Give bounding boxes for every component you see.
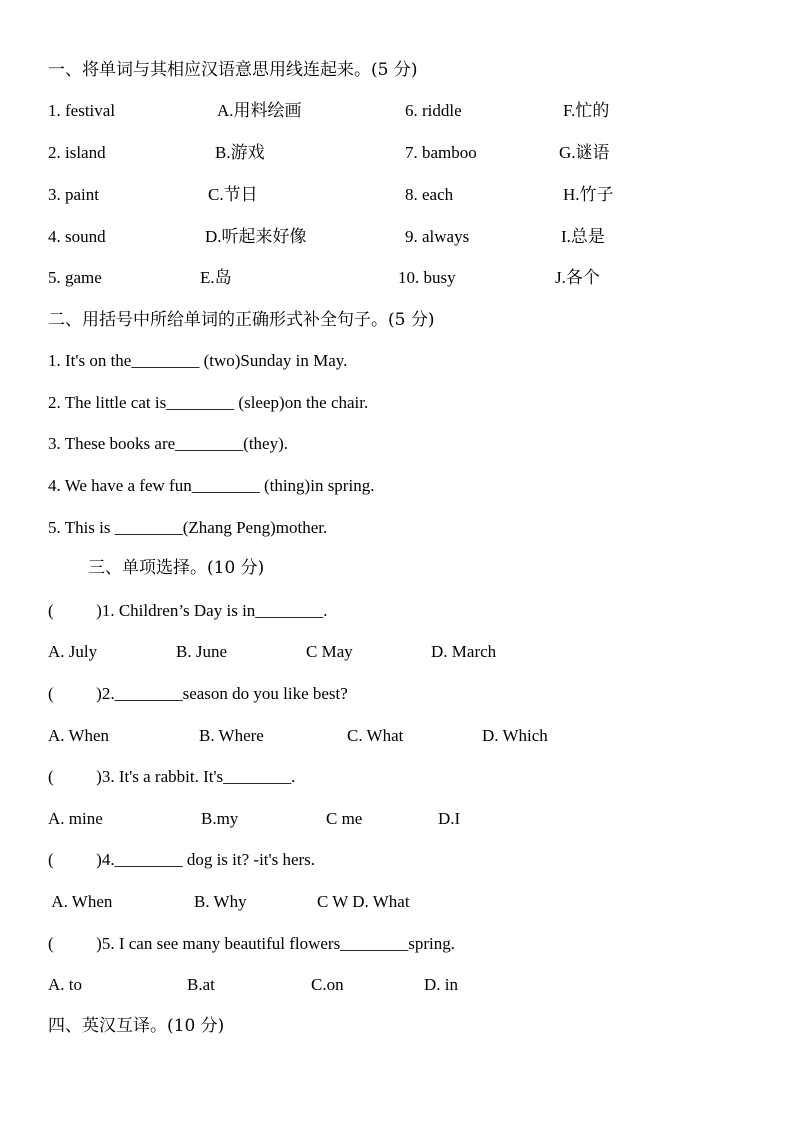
- match-meaning-f: F.忙的: [563, 101, 610, 120]
- match-meaning-g: G.谜语: [559, 143, 610, 162]
- choice-option: D. March: [431, 642, 497, 661]
- choice-question-2: ( )2.________season do you like best?: [48, 684, 348, 703]
- match-meaning-h: H.竹子: [563, 185, 614, 204]
- fill-sentence-4: 4. We have a few fun________ (thing)in spring.: [48, 476, 375, 495]
- match-word-2: 2. island: [48, 143, 106, 162]
- match-word-6: 6. riddle: [405, 101, 462, 120]
- match-meaning-b: B.游戏: [215, 143, 265, 162]
- fill-sentence-1: 1. It's on the________ (two)Sunday in May.: [48, 351, 348, 370]
- match-word-8: 8. each: [405, 185, 454, 204]
- match-meaning-e: E.岛: [200, 268, 232, 287]
- choice-option: B.my: [201, 809, 239, 828]
- match-meaning-i: I.总是: [561, 227, 605, 246]
- choice-option: D.I: [438, 809, 461, 828]
- choice-option: D. in: [424, 975, 458, 994]
- match-word-7: 7. bamboo: [405, 143, 477, 162]
- choice-option: B.at: [187, 975, 215, 994]
- choice-option: C W D. What: [317, 892, 410, 911]
- section3-title: 三、单项选择。(10 分): [88, 558, 265, 578]
- choice-question-5: ( )5. I can see many beautiful flowers________spring.: [48, 934, 455, 953]
- choice-question-4: ( )4.________ dog is it? -it's hers.: [48, 850, 316, 869]
- section4-title: 四、英汉互译。(10 分): [48, 1016, 225, 1036]
- match-word-1: 1. festival: [48, 101, 116, 120]
- match-word-4: 4. sound: [48, 227, 106, 246]
- fill-sentence-3: 3. These books are________(they).: [48, 434, 288, 453]
- choice-option: B. Where: [199, 726, 264, 745]
- choice-option: C me: [326, 809, 363, 828]
- match-word-9: 9. always: [405, 227, 470, 246]
- section2-title: 二、用括号中所给单词的正确形式补全句子。(5 分): [48, 310, 435, 330]
- choice-option: B. Why: [194, 892, 247, 911]
- choice-option: C.on: [311, 975, 344, 994]
- choice-option: B. June: [176, 642, 227, 661]
- choice-option: C May: [306, 642, 353, 661]
- choice-question-3: ( )3. It's a rabbit. It's________.: [48, 767, 296, 786]
- match-word-3: 3. paint: [48, 185, 99, 204]
- choice-option: A. When: [48, 726, 110, 745]
- choice-option: A. When: [48, 892, 113, 911]
- match-word-5: 5. game: [48, 268, 102, 287]
- fill-sentence-2: 2. The little cat is________ (sleep)on the chair.: [48, 393, 369, 412]
- match-meaning-c: C.节日: [208, 185, 258, 204]
- choice-option: D. Which: [482, 726, 548, 745]
- match-meaning-j: J.各个: [555, 268, 600, 287]
- match-meaning-d: D.听起来好像: [205, 227, 307, 246]
- section1-title: 一、将单词与其相应汉语意思用线连起来。(5 分): [48, 60, 418, 80]
- match-word-10: 10. busy: [398, 268, 456, 287]
- choice-option: A. to: [48, 975, 82, 994]
- choice-option: A. mine: [48, 809, 103, 828]
- choice-option: C. What: [347, 726, 404, 745]
- match-meaning-a: A.用料绘画: [217, 101, 302, 120]
- choice-option: A. July: [48, 642, 98, 661]
- fill-sentence-5: 5. This is ________(Zhang Peng)mother.: [48, 518, 328, 537]
- choice-question-1: ( )1. Children’s Day is in________.: [48, 601, 328, 620]
